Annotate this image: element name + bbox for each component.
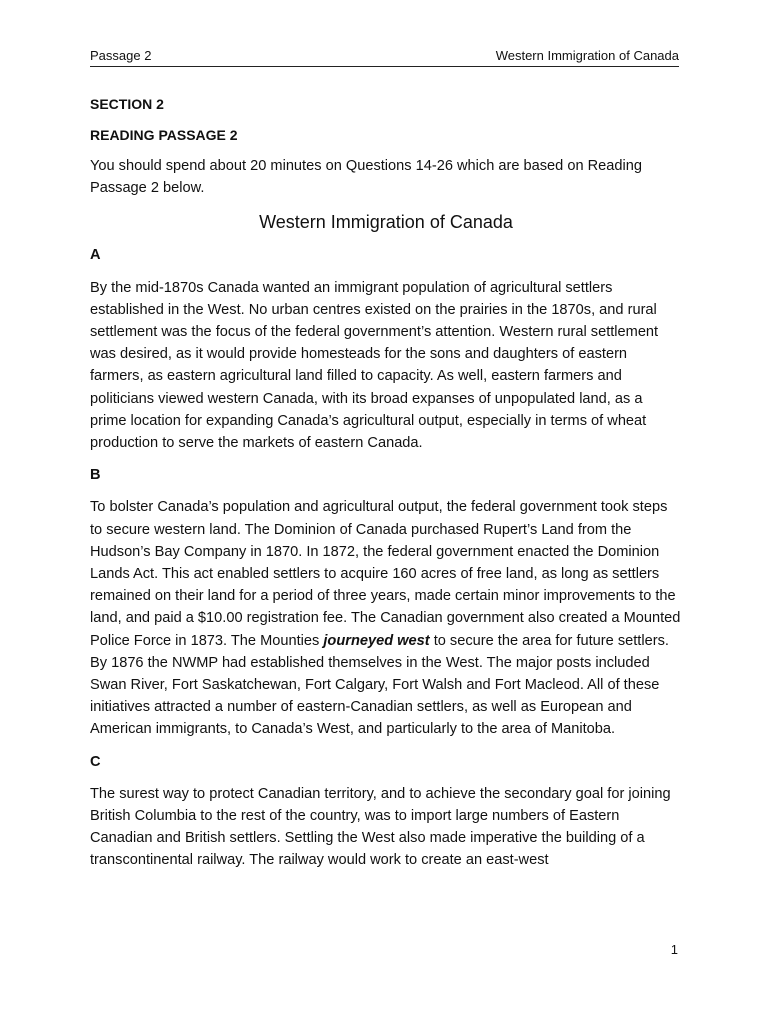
passage-label: READING PASSAGE 2 bbox=[90, 127, 238, 143]
paragraph-c: The surest way to protect Canadian territory, and to achieve the secondary goal for joining British Columbia to the rest of the country, was to import large numbers of Eastern Canadian and British settlers. Settling the West also made imperative the building of a transcontinental railway. The railway would work to create an east-west bbox=[90, 785, 671, 869]
page-number: 1 bbox=[670, 942, 678, 957]
paragraph-letter-c: C bbox=[90, 753, 101, 770]
header-passage-label: Passage 2 bbox=[90, 48, 152, 63]
emphasized-phrase: journeyed west bbox=[323, 632, 430, 649]
instructions: You should spend about 20 minutes on Questions 14-26 which are based on Reading Passage 2 below. bbox=[90, 158, 642, 197]
section-label: SECTION 2 bbox=[90, 96, 164, 112]
paragraph-letter-a: A bbox=[90, 247, 101, 264]
running-header bbox=[90, 46, 679, 67]
passage-title: Western Immigration of Canada bbox=[259, 212, 513, 233]
paragraph-a: By the mid-1870s Canada wanted an immigrant population of agricultural settlers established in the West. No urban centres existed on the prairies in the 1870s, and rural settlement was the focus of the federal government’s attention. Western rural settlement was desired, as it would provide homesteads for the sons and daughters of eastern farmers, as eastern agricultural land filled to capacity. As well, eastern farmers and politicians viewed western Canada, with its broad expanses of unpopulated land, as a prime location for expanding Canada’s agricultural output, especially in terms of wheat production to serve the markets of eastern Canada. bbox=[90, 279, 659, 452]
paragraph-b-part-2: to secure the area for future settlers. By 1876 the NWMP had established themselves in the West. The major posts included Swan River, Fort Saskatchewan, Fort Calgary, Fort Walsh and Fort Macleod. All of these initiatives attracted a number of eastern-Canadian settlers, as well as European and American immigrants, to Canada’s West, and particularly to the area of Manitoba. bbox=[90, 632, 669, 738]
document-body bbox=[90, 93, 682, 882]
paragraph-letter-b: B bbox=[90, 467, 101, 484]
paragraph-b bbox=[90, 496, 682, 740]
header-document-title: Western Immigration of Canada bbox=[495, 48, 679, 63]
paragraph-b-part-1: To bolster Canada’s population and agricultural output, the federal government took steps to secure western land. The Dominion of Canada purchased Rupert’s Land from the Hudson’s Bay Company in 1870. In 1872, the federal government enacted the Dominion Lands Act. This act enabled settlers to acquire 160 acres of free land, as long as settlers remained on their land for a period of three years, made certain minor improvements to the land, and paid a $10.00 registration fee. The Canadian government also created a Mounted Police Force in 1873. The Mounties bbox=[90, 499, 681, 649]
